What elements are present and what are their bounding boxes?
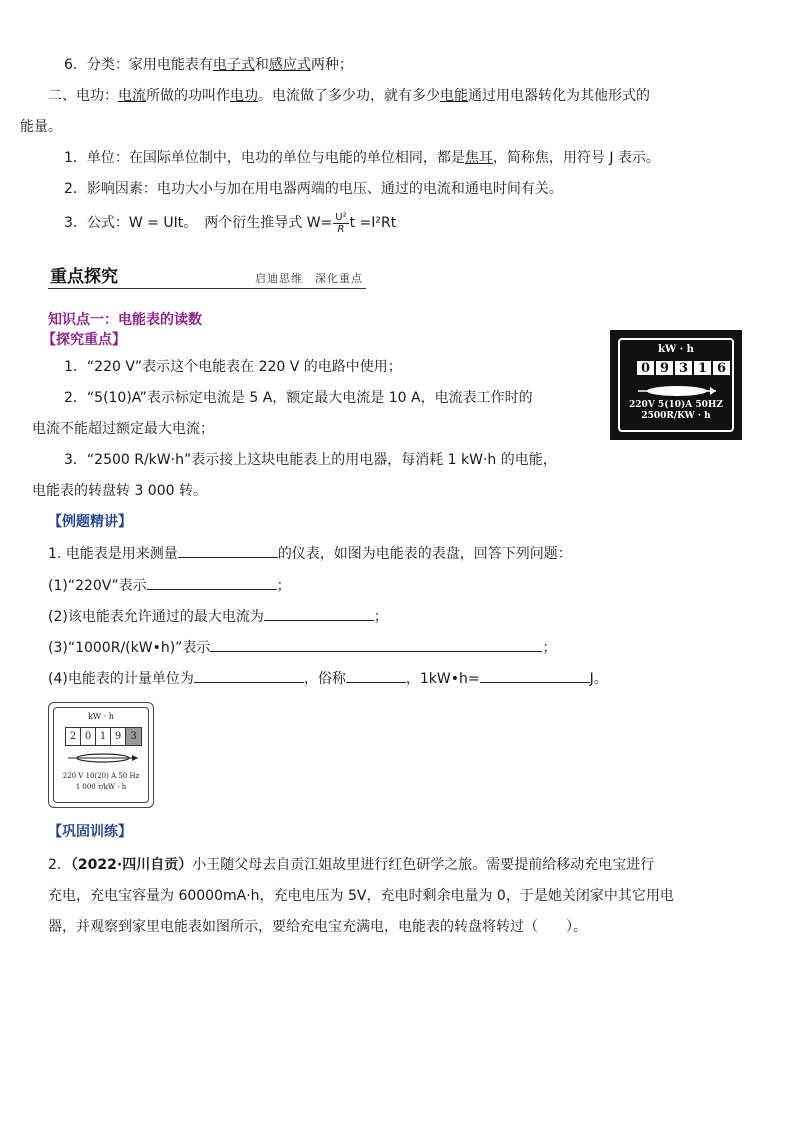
- answer-blank[interactable]: [178, 543, 278, 558]
- meter1-digit: 1: [693, 360, 712, 376]
- classification-line: [64, 55, 353, 75]
- meter1-digits: [636, 360, 731, 376]
- point-2b: 电流不能超过额定最大电流；: [32, 421, 214, 437]
- answer-electric-energy: 电能: [440, 88, 468, 104]
- text: 两种；: [310, 57, 353, 73]
- text: ，1kW•h=: [405, 671, 480, 687]
- text: 的仪表，如图为电能表的表盘，回答下列问题：: [277, 546, 572, 562]
- meter1-digit: 6: [712, 360, 731, 376]
- answer-blank[interactable]: [194, 668, 304, 683]
- text: 通过用电器转化为其他形式的: [468, 88, 650, 104]
- question-2-line-1: [48, 855, 654, 875]
- knowledge-title: 知识点一：电能表的读数: [48, 312, 202, 328]
- meter2-digit: 9: [111, 728, 126, 745]
- point-2a: 2．“5(10)A”表示标定电流是 5 A，额定最大电流是 10 A，电流表工作时的: [64, 390, 533, 406]
- meter1-spec: [620, 400, 732, 422]
- practice-header: 【巩固训练】: [48, 824, 132, 840]
- section-divider: [48, 288, 366, 289]
- meter2-digit: 3: [126, 728, 141, 745]
- text: ；: [373, 609, 388, 625]
- formula-fraction: [333, 212, 348, 235]
- text: J。: [589, 671, 608, 687]
- answer-blank[interactable]: [210, 637, 542, 652]
- meter2-spec: [54, 771, 148, 793]
- text: 小王随父母去自贡江姐故里进行红色研学之旅。需要提前给移动充电宝进行: [192, 857, 655, 873]
- formula-line: [64, 210, 396, 236]
- meter1-unit: kW · h: [658, 344, 694, 355]
- example-header: 【例题精讲】: [48, 514, 132, 530]
- question-source: （2022·四川自贡）: [70, 857, 193, 873]
- text: t =I²Rt: [349, 215, 397, 231]
- focus-header: 【探究重点】: [42, 332, 126, 348]
- text: 1．单位：在国际单位制中，电功的单位与电能的单位相同，都是: [64, 150, 465, 166]
- text: 二、电功：: [48, 88, 118, 104]
- meter2-digit: 0: [81, 728, 96, 745]
- electric-meter-image-1: [610, 330, 742, 440]
- fraction-numerator: U²: [335, 211, 347, 223]
- meter1-spec-line: 220V 5(10)A 50HZ: [629, 400, 723, 410]
- question-1-part-1: [48, 575, 291, 596]
- answer-blank[interactable]: [264, 606, 374, 621]
- electric-meter-image-2: [48, 702, 154, 808]
- meter1-digit: 9: [655, 360, 674, 376]
- meter1-face: [618, 338, 734, 432]
- energy-line: 能量。: [20, 119, 62, 135]
- text: ；: [276, 578, 291, 594]
- text: 2．: [48, 857, 71, 873]
- text: ；: [542, 640, 557, 656]
- meter1-digit: 0: [636, 360, 655, 376]
- unit-line: [64, 148, 660, 168]
- answer-joule: 焦耳: [464, 150, 493, 166]
- answer-electric-work: 电功: [230, 88, 258, 104]
- point-1: 1．“220 V”表示这个电能表在 220 V 的电路中使用；: [64, 359, 402, 375]
- question-1: [48, 543, 572, 564]
- section-title: 重点探究: [50, 267, 118, 287]
- question-1-part-3: [48, 637, 556, 658]
- meter2-digit: 2: [66, 728, 81, 745]
- electric-work-line: [48, 86, 650, 106]
- answer-electronic: 电子式: [212, 57, 255, 73]
- text: (2)该电能表允许通过的最大电流为: [48, 609, 264, 625]
- text: (4)电能表的计量单位为: [48, 671, 194, 687]
- meter2-unit: kW · h: [88, 712, 114, 721]
- meter2-disk-icon: [66, 750, 140, 766]
- meter2-face: [53, 707, 149, 803]
- text: ，俗称: [303, 671, 346, 687]
- fraction-denominator: R: [337, 223, 345, 235]
- question-1-part-2: [48, 606, 388, 627]
- answer-current: 电流: [118, 88, 146, 104]
- meter1-digit: 3: [674, 360, 693, 376]
- text: 所做的功叫作: [146, 88, 230, 104]
- answer-inductive: 感应式: [268, 57, 311, 73]
- meter2-spec-line: 220 V 10(20) A 50 Hz: [62, 772, 140, 780]
- question-2-line-3: 器，并观察到家里电能表如图所示，要给充电宝充满电，电能表的转盘将转过（ ）。: [48, 919, 587, 935]
- text: 6．分类：家用电能表有: [64, 57, 213, 73]
- meter1-spec-line: 2500R/KW · h: [641, 411, 711, 421]
- question-2-line-2: 充电，充电宝容量为 60000mA·h，充电电压为 5V，充电时剩余电量为 0，于是她关闭家中其它用电: [48, 888, 674, 904]
- text: (3)“1000R/(kW•h)”表示: [48, 640, 211, 656]
- text: 。电流做了多少功，就有多少: [258, 88, 440, 104]
- answer-blank[interactable]: [480, 668, 590, 683]
- text: ，简称焦，用符号 J 表示。: [492, 150, 660, 166]
- answer-blank[interactable]: [346, 668, 406, 683]
- point-3b: 电能表的转盘转 3 000 转。: [32, 483, 207, 499]
- text: 3．公式：W = UIt。 两个衍生推导式 W=: [64, 215, 333, 231]
- meter2-spec-line: 1 000 r/kW · h: [75, 783, 127, 791]
- section-tags: 启迪思维 深化重点: [255, 272, 363, 285]
- text: (1)“220V”表示: [48, 578, 147, 594]
- point-3a: 3．“2500 R/kW·h”表示接上这块电能表上的用电器，每消耗 1 kW·h 的电能，: [64, 452, 557, 468]
- answer-blank[interactable]: [147, 575, 277, 590]
- text: 和: [254, 57, 269, 73]
- meter2-digits: [65, 727, 142, 746]
- question-1-part-4: [48, 668, 608, 689]
- text: 1. 电能表是用来测量: [48, 546, 178, 562]
- meter1-disk-icon: [636, 382, 718, 400]
- meter2-digit: 1: [96, 728, 111, 745]
- factors-line: 2．影响因素：电功大小与加在用电器两端的电压、通过的电流和通电时间有关。: [64, 181, 563, 197]
